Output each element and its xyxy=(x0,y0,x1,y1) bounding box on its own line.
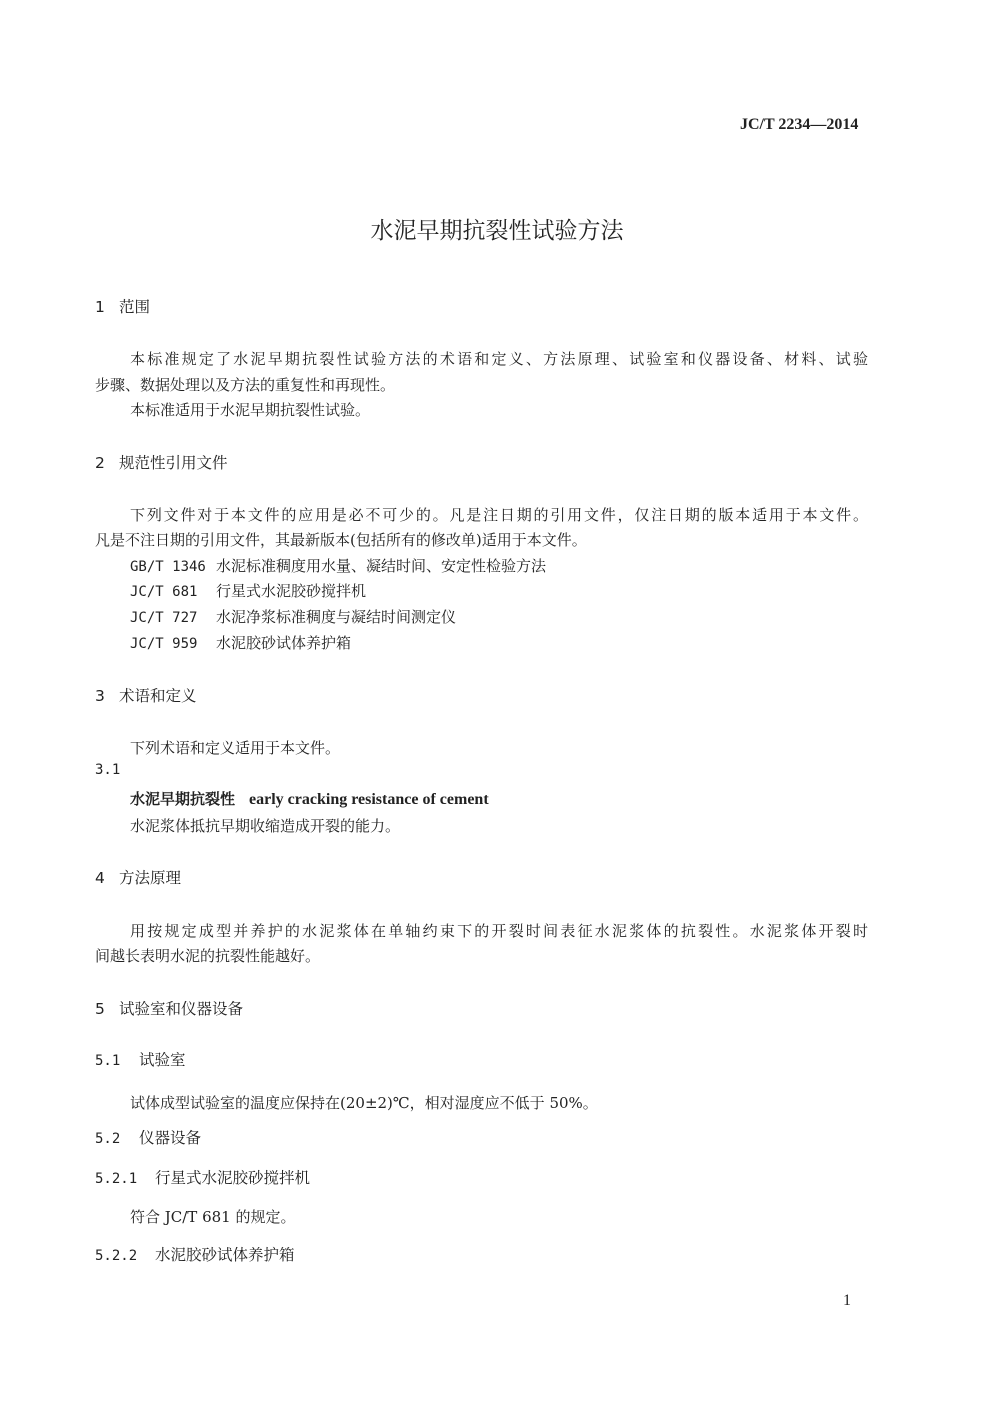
section-title: 术语和定义 xyxy=(119,687,197,705)
reference-title: 行星式水泥胶砂搅拌机 xyxy=(216,582,367,600)
subsection-5-1-text: 试体成型试验室的温度应保持在(20±2)℃，相对湿度应不低于 50%。 xyxy=(130,1094,598,1112)
reference-title: 水泥胶砂试体养护箱 xyxy=(216,634,352,652)
reference-code: JC/T 727 xyxy=(130,610,198,626)
section-4-paragraph-line: 间越长表明水泥的抗裂性能越好。 xyxy=(95,947,321,965)
subsection-number: 5.2.1 xyxy=(95,1171,138,1187)
section-3-intro: 下列术语和定义适用于本文件。 xyxy=(130,739,341,757)
section-5-heading xyxy=(95,997,243,1019)
section-4-heading xyxy=(95,866,181,888)
reference-title: 水泥标准稠度用水量、凝结时间、安定性检验方法 xyxy=(216,557,547,575)
section-title: 规范性引用文件 xyxy=(119,454,228,472)
page-number: 1 xyxy=(843,1292,851,1309)
reference-title: 水泥净浆标准稠度与凝结时间测定仪 xyxy=(216,608,457,626)
section-1-paragraph-line: 本标准规定了水泥早期抗裂性试验方法的术语和定义、方法原理、试验室和仪器设备、材料、试验 xyxy=(130,350,868,368)
reference-code: JC/T 681 xyxy=(130,584,198,600)
section-number: 3 xyxy=(95,687,105,705)
section-4-paragraph-line: 用按规定成型并养护的水泥浆体在单轴约束下的开裂时间表征水泥浆体的抗裂性。水泥浆体开裂时 xyxy=(130,922,868,940)
subsection-5-2-2-heading xyxy=(95,1243,295,1265)
section-number: 2 xyxy=(95,454,105,472)
section-2-heading xyxy=(95,451,228,473)
subsection-number: 5.2 xyxy=(95,1131,121,1147)
subsection-title: 行星式水泥胶砂搅拌机 xyxy=(155,1169,311,1187)
section-1-paragraph-line: 步骤、数据处理以及方法的重复性和再现性。 xyxy=(95,376,396,394)
section-2-paragraph-line: 下列文件对于本文件的应用是必不可少的。凡是注日期的引用文件，仅注日期的版本适用于本文件。 xyxy=(130,506,868,524)
subsection-title: 仪器设备 xyxy=(139,1129,202,1147)
section-number: 4 xyxy=(95,869,105,887)
reference-item xyxy=(130,606,456,627)
section-1-heading xyxy=(95,295,150,317)
term-number: 3.1 xyxy=(95,762,121,778)
section-title: 方法原理 xyxy=(119,869,182,887)
section-number: 1 xyxy=(95,298,105,316)
standard-number: JC/T 2234—2014 xyxy=(740,116,859,133)
section-number: 5 xyxy=(95,1000,105,1018)
section-2-paragraph-line: 凡是不注日期的引用文件，其最新版本(包括所有的修改单)适用于本文件。 xyxy=(95,531,587,549)
document-title: 水泥早期抗裂性试验方法 xyxy=(370,218,624,244)
subsection-number: 5.1 xyxy=(95,1053,121,1069)
subsection-5-2-1-text: 符合 JC/T 681 的规定。 xyxy=(130,1208,296,1226)
section-3-heading xyxy=(95,684,197,706)
term-english: early cracking resistance of cement xyxy=(249,791,489,808)
subsection-5-2-1-heading xyxy=(95,1166,310,1188)
term-entry xyxy=(130,788,489,809)
subsection-5-1-heading xyxy=(95,1048,186,1070)
reference-item xyxy=(130,632,351,653)
term-definition: 水泥浆体抵抗早期收缩造成开裂的能力。 xyxy=(130,817,401,835)
subsection-number: 5.2.2 xyxy=(95,1248,138,1264)
section-1-scope-statement: 本标准适用于水泥早期抗裂性试验。 xyxy=(130,401,371,419)
reference-code: JC/T 959 xyxy=(130,636,198,652)
reference-item xyxy=(130,580,366,601)
term-chinese: 水泥早期抗裂性 xyxy=(130,790,236,808)
reference-item xyxy=(130,555,546,576)
subsection-5-2-heading xyxy=(95,1126,201,1148)
reference-code: GB/T 1346 xyxy=(130,559,206,575)
section-title: 试验室和仪器设备 xyxy=(119,1000,244,1018)
section-title: 范围 xyxy=(119,298,151,316)
subsection-title: 试验室 xyxy=(139,1051,186,1069)
subsection-title: 水泥胶砂试体养护箱 xyxy=(155,1246,295,1264)
